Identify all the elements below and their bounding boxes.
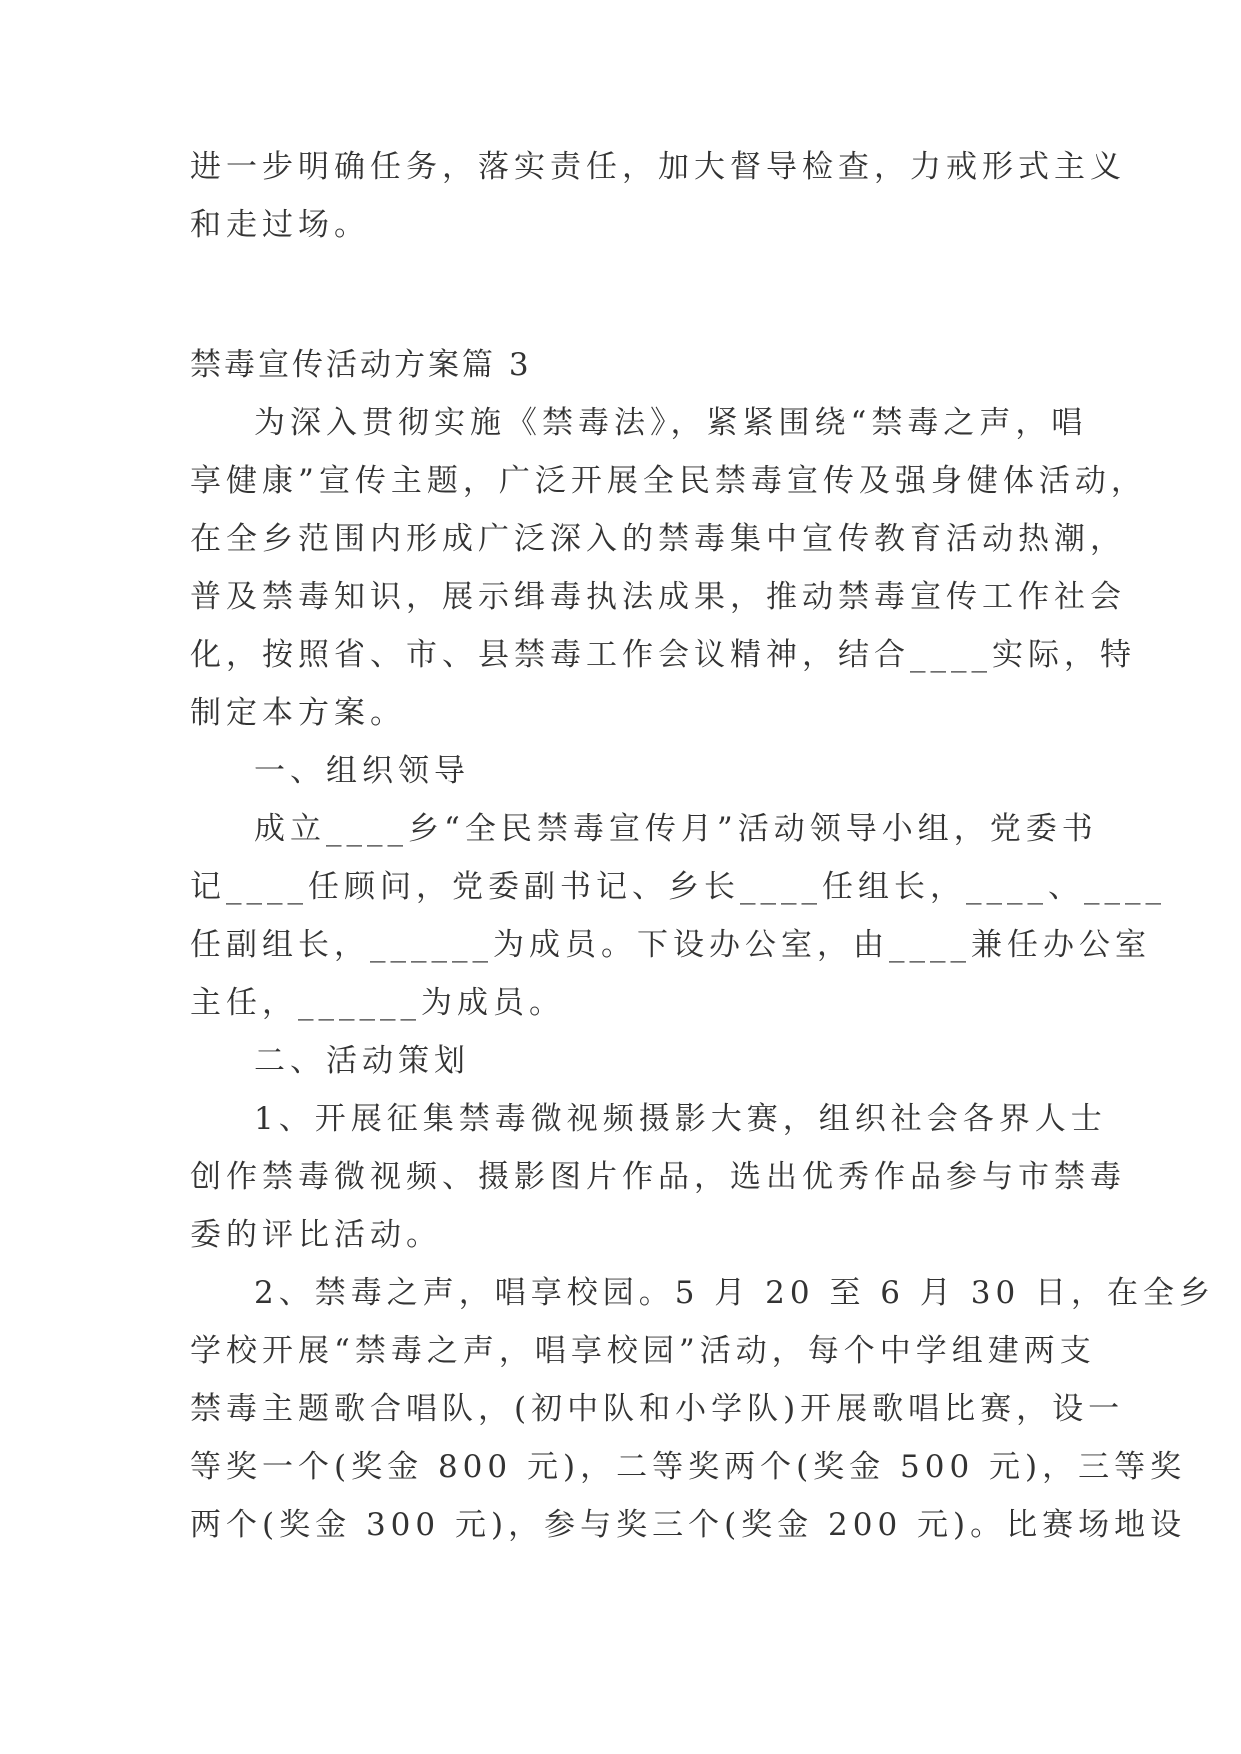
text-line: 创作禁毒微视频、摄影图片作品，选出优秀作品参与市禁毒 <box>190 1159 1126 1195</box>
intro-paragraph <box>190 138 1126 254</box>
text-line: 两个(奖金 300 元)，参与奖三个(奖金 200 元)。比赛场地设 <box>190 1507 1187 1543</box>
activity-item-1 <box>190 1090 1126 1264</box>
text-line: 等奖一个(奖金 800 元)，二等奖两个(奖金 500 元)，三等奖 <box>190 1449 1187 1485</box>
text-line: 和走过场。 <box>190 207 370 243</box>
activity-item-2 <box>190 1264 1216 1554</box>
text-line: 记____任顾问，党委副书记、乡长____任组长，____、____ <box>190 869 1166 905</box>
section-title: 禁毒宣传活动方案篇 3 <box>190 347 532 383</box>
text-line: 任副组长，______为成员。下设办公室，由____兼任办公室 <box>190 927 1151 963</box>
text-line: 为深入贯彻实施《禁毒法》，紧紧围绕“禁毒之声，唱 <box>254 405 1088 441</box>
text-line: 化，按照省、市、县禁毒工作会议精神，结合____实际，特 <box>190 637 1136 673</box>
text-line: 成立____乡“全民禁毒宣传月”活动领导小组，党委书 <box>254 811 1098 847</box>
text-line: 普及禁毒知识，展示缉毒执法成果，推动禁毒宣传工作社会 <box>190 579 1126 615</box>
text-line: 在全乡范围内形成广泛深入的禁毒集中宣传教育活动热潮， <box>190 521 1126 557</box>
text-line: 进一步明确任务，落实责任，加大督导检查，力戒形式主义 <box>190 149 1126 185</box>
text-line: 1、开展征集禁毒微视频摄影大赛，组织社会各界人士 <box>254 1101 1107 1137</box>
heading-organization: 一、组织领导 <box>254 753 470 789</box>
text-line: 主任，______为成员。 <box>190 985 565 1021</box>
text-line: 制定本方案。 <box>190 695 406 731</box>
heading-activity-plan: 二、活动策划 <box>254 1043 470 1079</box>
text-line: 2、禁毒之声，唱享校园。5 月 20 至 6 月 30 日，在全乡 <box>254 1275 1216 1311</box>
text-line: 禁毒主题歌合唱队，(初中队和小学队)开展歌唱比赛，设一 <box>190 1391 1125 1427</box>
preface-paragraph <box>190 394 1147 742</box>
text-line: 学校开展“禁毒之声，唱享校园”活动，每个中学组建两支 <box>190 1333 1096 1369</box>
text-line: 享健康”宣传主题，广泛开展全民禁毒宣传及强身健体活动， <box>190 463 1147 499</box>
organization-paragraph <box>190 800 1166 1032</box>
text-line: 委的评比活动。 <box>190 1217 442 1253</box>
